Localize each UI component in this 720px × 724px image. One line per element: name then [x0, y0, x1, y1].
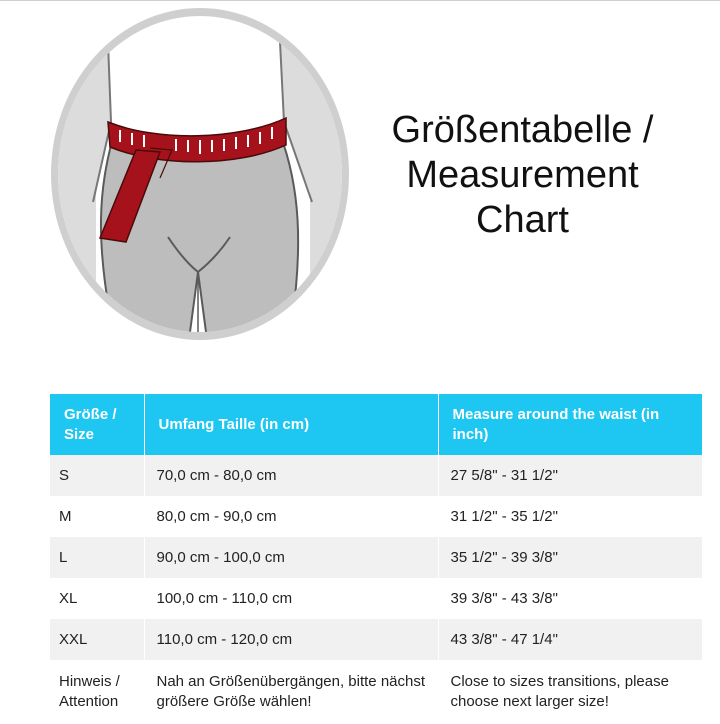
top-divider: [0, 0, 720, 1]
header-waist-cm: Umfang Taille (in cm): [144, 394, 438, 455]
note-english: Close to sizes transitions, please choose next larger size!: [438, 660, 702, 724]
cm-cell: 90,0 cm - 100,0 cm: [144, 537, 438, 578]
table-header-row: [50, 394, 702, 455]
inch-cell: 43 3/8" - 47 1/4": [438, 619, 702, 660]
title-line-2: Measurement: [406, 154, 639, 196]
size-cell: S: [50, 455, 144, 496]
table-row: [50, 455, 702, 496]
page-title: [380, 108, 665, 243]
note-label: Hinweis / Attention: [50, 660, 144, 724]
table-row: [50, 496, 702, 537]
header-size: Größe / Size: [50, 394, 144, 455]
inch-cell: 35 1/2" - 39 3/8": [438, 537, 702, 578]
table-row: [50, 619, 702, 660]
size-cell: L: [50, 537, 144, 578]
inch-cell: 27 5/8" - 31 1/2": [438, 455, 702, 496]
waist-measuring-tape-icon: [48, 2, 358, 347]
inch-cell: 39 3/8" - 43 3/8": [438, 578, 702, 619]
inch-cell: 31 1/2" - 35 1/2": [438, 496, 702, 537]
size-cell: M: [50, 496, 144, 537]
table-row: [50, 537, 702, 578]
size-table: [50, 394, 702, 724]
table-row: [50, 578, 702, 619]
cm-cell: 100,0 cm - 110,0 cm: [144, 578, 438, 619]
size-cell: XL: [50, 578, 144, 619]
title-line-3: Chart: [476, 199, 569, 241]
header-waist-inch: Measure around the waist (in inch): [438, 394, 702, 455]
cm-cell: 110,0 cm - 120,0 cm: [144, 619, 438, 660]
title-line-1: Größentabelle /: [391, 109, 654, 151]
note-row: [50, 660, 702, 724]
note-german: Nah an Größenübergängen, bitte nächst größere Größe wählen!: [144, 660, 438, 724]
size-cell: XXL: [50, 619, 144, 660]
cm-cell: 70,0 cm - 80,0 cm: [144, 455, 438, 496]
cm-cell: 80,0 cm - 90,0 cm: [144, 496, 438, 537]
